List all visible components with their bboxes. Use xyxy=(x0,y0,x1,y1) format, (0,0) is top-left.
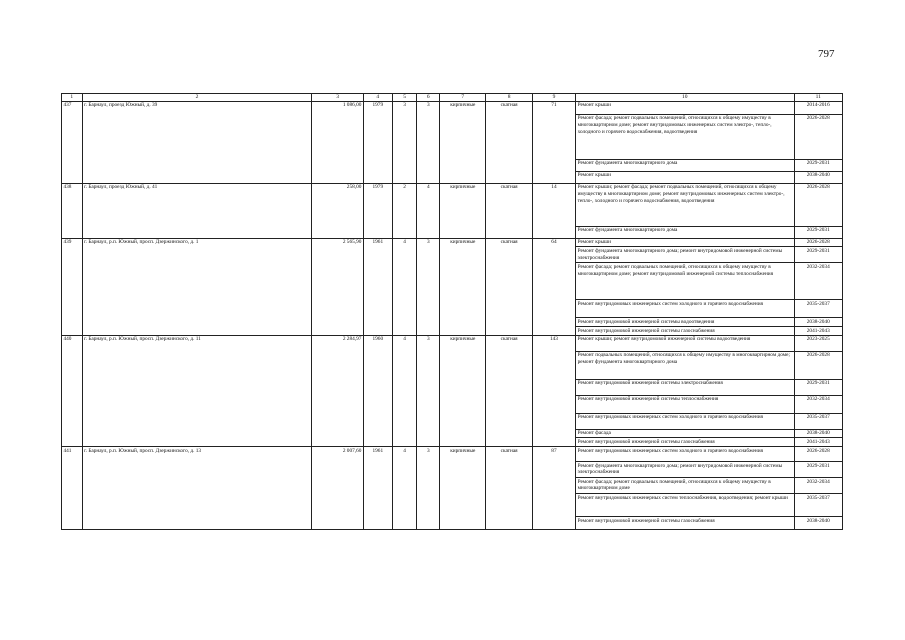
table-header-row xyxy=(62,94,843,102)
floors-cell: 4 xyxy=(392,335,417,447)
roof-cell: скатная xyxy=(486,183,532,238)
address-cell: г. Барнаул, р.п. Южный, просп. Дзержинского, д. 13 xyxy=(82,447,312,530)
work-period-cell: 2029-2031 xyxy=(794,462,843,478)
work-description-cell: Ремонт фундамента многоквартирного дома xyxy=(576,226,794,238)
walls-cell: кирпичные xyxy=(440,101,486,183)
table-row xyxy=(62,101,843,114)
work-description-cell: Ремонт внутридомовой инженерной системы теплоснабжения xyxy=(576,395,794,413)
entrances-cell: 3 xyxy=(417,335,440,447)
floors-cell: 3 xyxy=(392,101,417,183)
work-description-cell: Ремонт крыши xyxy=(576,238,794,247)
col-header: 8 xyxy=(486,94,532,102)
col-header: 4 xyxy=(363,94,392,102)
area-cell: 2 565,90 xyxy=(312,238,364,335)
work-description-cell: Ремонт крыши xyxy=(576,171,794,183)
walls-cell: кирпичные xyxy=(440,183,486,238)
work-description-cell: Ремонт внутридомовой инженерной системы водоотведения xyxy=(576,318,794,327)
address-cell: г. Барнаул, р.п. Южный, просп. Дзержинского, д. 11 xyxy=(82,335,312,447)
floors-cell: 4 xyxy=(392,238,417,335)
floors-cell: 2 xyxy=(392,183,417,238)
col-header: 2 xyxy=(82,94,312,102)
work-description-cell: Ремонт внутридомовой инженерной системы газоснабжения xyxy=(576,517,794,530)
table-body xyxy=(62,101,843,529)
address-cell: г. Барнаул, проезд Южный, д. 41 xyxy=(82,183,312,238)
col-header: 5 xyxy=(392,94,417,102)
entry-number: 440 xyxy=(62,335,83,447)
walls-cell: кирпичные xyxy=(440,335,486,447)
work-period-cell: 2029-2031 xyxy=(794,159,843,171)
work-description-cell: Ремонт внутридомовой инженерной системы газоснабжения xyxy=(576,327,794,336)
col-header: 7 xyxy=(440,94,486,102)
roof-cell: скатная xyxy=(486,238,532,335)
work-description-cell: Ремонт фасада; ремонт подвальных помещений, относящихся к общему имуществу в многоквартирном доме; ремонт внутридомовой инженерной системы теплоснабжения xyxy=(576,263,794,300)
work-description-cell: Ремонт внутридомовой инженерной системы электроснабжения xyxy=(576,379,794,395)
address-cell: г. Барнаул, проезд Южный, д. 39 xyxy=(82,101,312,183)
work-description-cell: Ремонт фасада xyxy=(576,429,794,438)
year-cell: 1979 xyxy=(363,183,392,238)
table-row xyxy=(62,447,843,462)
entrances-cell: 3 xyxy=(417,238,440,335)
apartments-cell: 143 xyxy=(532,335,575,447)
work-period-cell: 2035-2037 xyxy=(794,494,843,517)
walls-cell: кирпичные xyxy=(440,447,486,530)
table-row xyxy=(62,238,843,247)
area-cell: 258,00 xyxy=(312,183,364,238)
work-description-cell: Ремонт внутридомовых инженерных систем холодного и горячего водоснабжения xyxy=(576,413,794,429)
walls-cell: кирпичные xyxy=(440,238,486,335)
entry-number: 438 xyxy=(62,183,83,238)
work-description-cell: Ремонт крыши; ремонт внутридомовой инженерной системы водоотведения xyxy=(576,335,794,351)
floors-cell: 4 xyxy=(392,447,417,530)
address-cell: г. Барнаул, р.п. Южный, просп. Дзержинского, д. 1 xyxy=(82,238,312,335)
year-cell: 1961 xyxy=(363,447,392,530)
work-description-cell: Ремонт внутридомовых инженерных систем холодного и горячего водоснабжения xyxy=(576,447,794,462)
work-description-cell: Ремонт фундамента многоквартирного дома xyxy=(576,159,794,171)
work-period-cell: 2032-2034 xyxy=(794,395,843,413)
work-description-cell: Ремонт фасада; ремонт подвальных помещений, относящихся к общему имуществу в многоквартирном доме; ремонт внутридомовых инженерных систем электро-, тепло-, холодного и горячего водоснабжения, водоотведения xyxy=(576,114,794,159)
area-cell: 1 086,00 xyxy=(312,101,364,183)
work-description-cell: Ремонт внутридомовых инженерных систем холодного и горячего водоснабжения xyxy=(576,300,794,318)
work-period-cell: 2041-2043 xyxy=(794,327,843,336)
housing-repair-table xyxy=(61,93,843,530)
entrances-cell: 4 xyxy=(417,183,440,238)
work-description-cell: Ремонт фундамента многоквартирного дома; ремонт внутридомовой инженерной системы электроснабжения xyxy=(576,247,794,263)
col-header: 9 xyxy=(532,94,575,102)
work-description-cell: Ремонт фундамента многоквартирного дома; ремонт внутридомовой инженерной системы электроснабжения xyxy=(576,462,794,478)
col-header: 11 xyxy=(794,94,843,102)
work-description-cell: Ремонт внутридомовой инженерной системы газоснабжения xyxy=(576,438,794,447)
work-period-cell: 2035-2037 xyxy=(794,413,843,429)
entry-number: 437 xyxy=(62,101,83,183)
work-description-cell: Ремонт крыши; ремонт фасада; ремонт подвальных помещений, относящихся к общему имуществу в многоквартирном доме; ремонт внутридомовых инженерных систем электро-, тепло-, холодного и горячего водоснабжения, водоотведения xyxy=(576,183,794,226)
col-header: 10 xyxy=(576,94,794,102)
page-number: 797 xyxy=(818,48,835,60)
work-period-cell: 2029-2031 xyxy=(794,247,843,263)
entrances-cell: 3 xyxy=(417,101,440,183)
work-description-cell: Ремонт подвальных помещений, относящихся к общему имуществу в многоквартирном доме; ремонт фундамента многоквартирного дома xyxy=(576,351,794,379)
area-cell: 2 007,60 xyxy=(312,447,364,530)
col-header: 6 xyxy=(417,94,440,102)
apartments-cell: 87 xyxy=(532,447,575,530)
year-cell: 1960 xyxy=(363,335,392,447)
work-period-cell: 2032-2034 xyxy=(794,478,843,494)
roof-cell: скатная xyxy=(486,447,532,530)
work-description-cell: Ремонт крыши xyxy=(576,101,794,114)
work-description-cell: Ремонт фасада; ремонт подвальных помещений, относящихся к общему имуществу в многоквартирном доме xyxy=(576,478,794,494)
entry-number: 441 xyxy=(62,447,83,530)
table-row xyxy=(62,183,843,226)
work-period-cell: 2038-2040 xyxy=(794,171,843,183)
year-cell: 1961 xyxy=(363,238,392,335)
work-period-cell: 2038-2040 xyxy=(794,318,843,327)
roof-cell: скатная xyxy=(486,101,532,183)
year-cell: 1979 xyxy=(363,101,392,183)
work-period-cell: 2029-2031 xyxy=(794,379,843,395)
work-description-cell: Ремонт внутридомовых инженерных систем теплоснабжения, водоотведения; ремонт крыши xyxy=(576,494,794,517)
work-period-cell: 2029-2031 xyxy=(794,226,843,238)
work-period-cell: 2026-2028 xyxy=(794,114,843,159)
work-period-cell: 2041-2043 xyxy=(794,438,843,447)
apartments-cell: 64 xyxy=(532,238,575,335)
col-header: 3 xyxy=(312,94,364,102)
work-period-cell: 2035-2037 xyxy=(794,300,843,318)
work-period-cell: 2026-2028 xyxy=(794,183,843,226)
work-period-cell: 2026-2028 xyxy=(794,447,843,462)
work-period-cell: 2026-2028 xyxy=(794,238,843,247)
col-header: 1 xyxy=(62,94,83,102)
roof-cell: скатная xyxy=(486,335,532,447)
apartments-cell: 71 xyxy=(532,101,575,183)
entry-number: 439 xyxy=(62,238,83,335)
table-row xyxy=(62,335,843,351)
area-cell: 2 284,97 xyxy=(312,335,364,447)
work-period-cell: 2038-2040 xyxy=(794,429,843,438)
entrances-cell: 3 xyxy=(417,447,440,530)
work-period-cell: 2023-2025 xyxy=(794,335,843,351)
work-period-cell: 2038-2040 xyxy=(794,517,843,530)
work-period-cell: 2026-2028 xyxy=(794,351,843,379)
apartments-cell: 14 xyxy=(532,183,575,238)
work-period-cell: 2014-2016 xyxy=(794,101,843,114)
work-period-cell: 2032-2034 xyxy=(794,263,843,300)
